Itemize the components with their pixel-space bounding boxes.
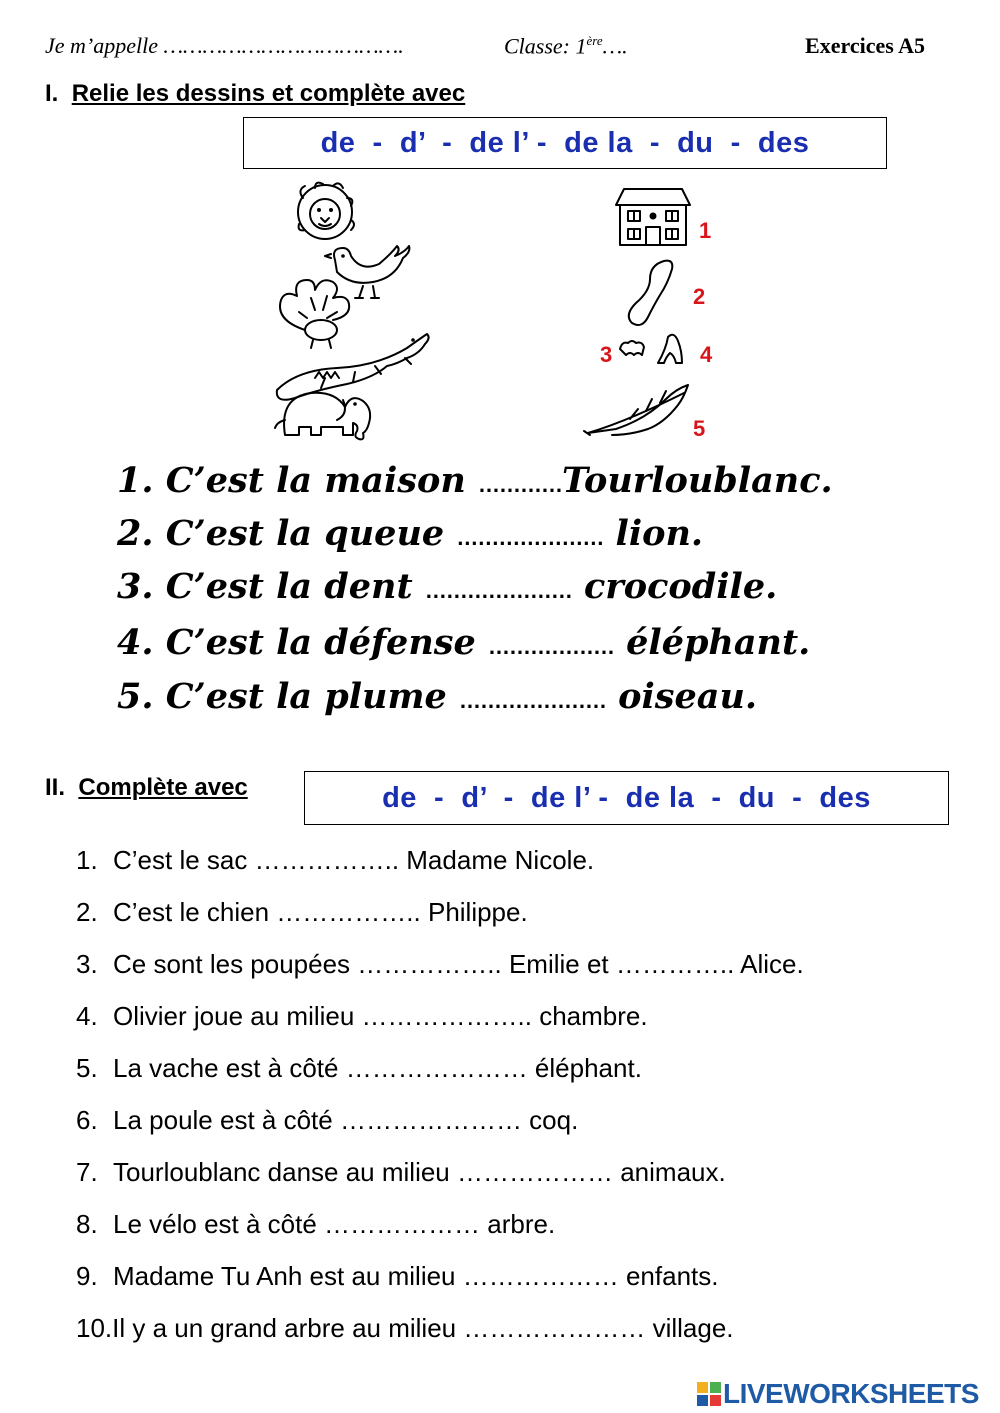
exercise-text[interactable]: C’est le sac …………….. Madame Nicole.	[113, 845, 595, 875]
picture-number-2: 2	[693, 284, 706, 309]
sentence-blank[interactable]: …………………	[424, 578, 572, 603]
class-label: Classe: 1	[504, 33, 587, 59]
exercise-number: 8.	[76, 1209, 98, 1239]
exercise-3	[76, 949, 804, 1001]
sentence-before: C’est la dent	[165, 566, 413, 607]
liveworksheets-logo-icon	[697, 1382, 721, 1406]
exercise-7	[76, 1157, 804, 1209]
picture-number-4: 4	[700, 342, 713, 367]
tusk-icon	[658, 335, 682, 363]
exercise-2	[76, 897, 804, 949]
sentence-before: C’est la défense	[165, 622, 476, 663]
sentence-number: 5.	[117, 676, 154, 717]
exercise-5	[76, 1053, 804, 1105]
exercise-number: 5.	[76, 1053, 98, 1083]
crocodile-icon	[277, 334, 429, 400]
section2-instruction: Complète avec	[78, 774, 248, 801]
class-superscript: ère	[586, 33, 603, 48]
sentence-after: oiseau.	[618, 676, 758, 717]
exercise-1	[76, 845, 804, 897]
exercise-number: 1.	[76, 845, 98, 875]
exercise-number: 7.	[76, 1157, 98, 1187]
sentence-number: 4.	[117, 622, 154, 663]
sentence-blank[interactable]: …………	[477, 472, 562, 497]
house-icon	[616, 189, 690, 245]
exercise-4	[76, 1001, 804, 1053]
sentence-before: C’est la queue	[165, 513, 445, 554]
exercise-text[interactable]: Tourloublanc danse au milieu ……………… animaux.	[113, 1157, 726, 1187]
exercise-text[interactable]: C’est le chien …………….. Philippe.	[113, 897, 528, 927]
peacock-icon	[280, 280, 349, 348]
section1-heading	[45, 80, 465, 108]
sentence-before: C’est la maison	[165, 460, 466, 501]
section1-number: I.	[45, 80, 59, 107]
sentence-1	[117, 460, 833, 513]
exercise-text[interactable]: Ce sont les poupées …………….. Emilie et ………….. Alice.	[113, 949, 804, 979]
sentence-before: C’est la plume	[165, 676, 447, 717]
sentence-4	[117, 622, 833, 676]
sentence-blank[interactable]: …………………	[458, 688, 606, 713]
sentence-number: 3.	[117, 566, 154, 607]
exercise-number: 4.	[76, 1001, 98, 1031]
sentence-after: crocodile.	[584, 566, 778, 607]
picture-number-3: 3	[600, 342, 613, 367]
tail-icon	[629, 261, 673, 325]
sentence-5	[117, 676, 833, 730]
section2-word-bank: de - d’ - de l’ - de la - du - des	[304, 771, 949, 825]
class-prompt	[504, 33, 628, 59]
animal-pictures	[255, 180, 445, 450]
section1-word-bank: de - d’ - de l’ - de la - du - des	[243, 117, 887, 169]
exercise-9	[76, 1261, 804, 1313]
sentence-after: éléphant.	[626, 622, 811, 663]
section1-instruction: Relie les dessins et complète avec	[71, 80, 466, 107]
exercise-text[interactable]: Madame Tu Anh est au milieu ……………… enfants.	[113, 1261, 719, 1291]
sentence-after: Tourloublanc.	[561, 460, 833, 501]
section2-exercises	[76, 845, 804, 1365]
liveworksheets-logo[interactable]	[697, 1378, 979, 1410]
class-tail: ….	[602, 33, 628, 59]
exercise-text[interactable]: Le vélo est à côté ……………… arbre.	[113, 1209, 556, 1239]
sentence-blank[interactable]: ………………	[487, 634, 614, 659]
exercise-number: 10.	[76, 1313, 113, 1343]
sentence-blank[interactable]: …………………	[456, 525, 604, 550]
exercise-text[interactable]: Il y a un grand arbre au milieu ………………… village.	[112, 1313, 734, 1343]
sentence-number: 2.	[117, 513, 154, 554]
exercise-text[interactable]: La vache est à côté ………………… éléphant.	[113, 1053, 642, 1083]
section2-number: II.	[45, 774, 66, 801]
exercise-number: 9.	[76, 1261, 98, 1291]
exercise-number: 6.	[76, 1105, 98, 1135]
liveworksheets-logo-text: LIVEWORKSHEETS	[723, 1378, 979, 1409]
sentence-number: 1.	[117, 460, 154, 501]
exercise-10	[76, 1313, 804, 1365]
exercise-number: 3.	[76, 949, 98, 979]
sentence-3	[117, 566, 833, 622]
section1-sentences	[117, 460, 833, 730]
picture-number-5: 5	[693, 416, 706, 441]
exercise-text[interactable]: Olivier joue au milieu ……………….. chambre.	[113, 1001, 648, 1031]
picture-number-1: 1	[699, 218, 712, 243]
sentence-2	[117, 513, 833, 566]
name-prompt: Je m’appelle ……………………………….	[45, 33, 404, 58]
sentence-after: lion.	[615, 513, 704, 554]
section2-heading	[45, 774, 248, 802]
exercise-8	[76, 1209, 804, 1261]
exercise-text[interactable]: La poule est à côté ………………… coq.	[113, 1105, 579, 1135]
lion-icon	[298, 183, 354, 239]
page-title: Exercices A5	[805, 33, 925, 58]
exercise-number: 2.	[76, 897, 98, 927]
feather-icon	[584, 385, 688, 435]
exercise-6	[76, 1105, 804, 1157]
tooth-icon	[620, 341, 644, 355]
